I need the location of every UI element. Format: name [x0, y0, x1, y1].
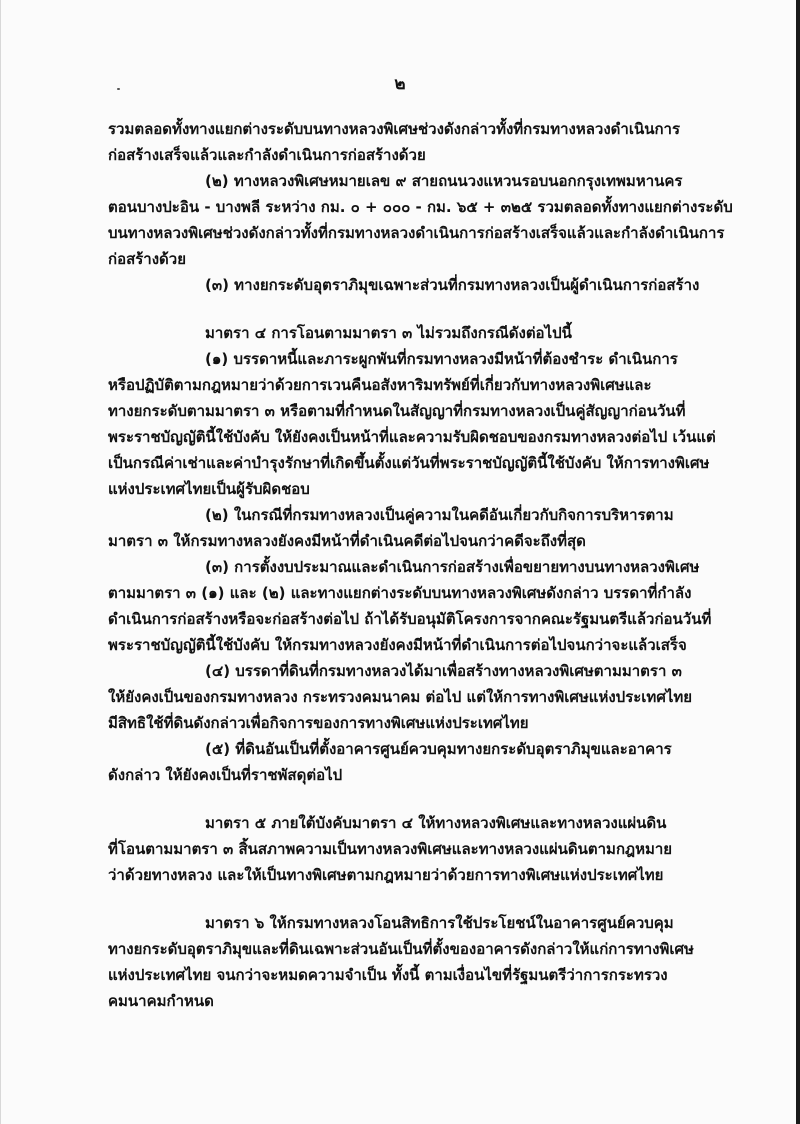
text-line: แห่งประเทศไทยเป็นผู้รับผิดชอบ — [108, 480, 310, 498]
section-heading-5: มาตรา ๕ ภายใต้บังคับมาตรา ๔ ให้ทางหลวงพิเศษและทางหลวงแผ่นดิน — [205, 814, 667, 832]
text-line: ทางยกระดับตามมาตรา ๓ หรือตามที่กำหนดในสัญญาที่กรมทางหลวงเป็นคู่สัญญาก่อนวันที่ — [108, 402, 686, 420]
text-line: ให้ยังคงเป็นของกรมทางหลวง กระทรวงคมนาคม ต่อไป แต่ให้การทางพิเศษแห่งประเทศไทย — [108, 688, 693, 706]
text-line: คมนาคมกำหนด — [108, 992, 214, 1010]
text-line: ที่โอนตามมาตรา ๓ สิ้นสภาพความเป็นทางหลวงพิเศษและทางหลวงแผ่นดินตามกฎหมาย — [108, 840, 673, 858]
text-line: (๒) ในกรณีที่กรมทางหลวงเป็นคู่ความในคดีอันเกี่ยวกับกิจการบริหารตาม — [205, 506, 674, 524]
text-line: (๓) การตั้งงบประมาณและดำเนินการก่อสร้างเพื่อขยายทางบนทางหลวงพิเศษ — [205, 558, 700, 576]
text-line: หรือปฏิบัติตามกฎหมายว่าด้วยการเวนคืนอสังหาริมทรัพย์ที่เกี่ยวกับทางหลวงพิเศษและ — [108, 376, 652, 394]
text-line: (๕) ที่ดินอันเป็นที่ตั้งอาคารศูนย์ควบคุมทางยกระดับอุตราภิมุขและอาคาร — [205, 740, 672, 758]
text-line: มีสิทธิใช้ที่ดินดังกล่าวเพื่อกิจการของการทางพิเศษแห่งประเทศไทย — [108, 714, 529, 732]
text-line: (๔) บรรดาที่ดินที่กรมทางหลวงได้มาเพื่อสร้างทางหลวงพิเศษตามมาตรา ๓ — [205, 662, 682, 680]
scan-edge-left — [0, 0, 1, 1124]
text-line: ดำเนินการก่อสร้างหรือจะก่อสร้างต่อไป ถ้าได้รับอนุมัติโครงการจากคณะรัฐมนตรีแล้วก่อนวันที่ — [108, 610, 712, 628]
text-line: พระราชบัญญัตินี้ใช้บังคับ ให้ยังคงเป็นหน้าที่และความรับผิดชอบของกรมทางหลวงต่อไป เว้นแต่ — [108, 428, 716, 446]
text-line: ก่อสร้างเสร็จแล้วและกำลังดำเนินการก่อสร้างด้วย — [108, 146, 426, 164]
text-line: มาตรา ๓ ให้กรมทางหลวงยังคงมีหน้าที่ดำเนินคดีต่อไปจนกว่าคดีจะถึงที่สุด — [108, 532, 586, 550]
text-line: (๓) ทางยกระดับอุตราภิมุขเฉพาะส่วนที่กรมทางหลวงเป็นผู้ดำเนินการก่อสร้าง — [205, 276, 700, 294]
scan-edge-right — [796, 0, 800, 1124]
text-line: แห่งประเทศไทย จนกว่าจะหมดความจำเป็น ทั้งนี้ ตามเงื่อนไขที่รัฐมนตรีว่าการกระทรวง — [108, 966, 668, 984]
section-heading-4: มาตรา ๔ การโอนตามมาตรา ๓ ไม่รวมถึงกรณีดังต่อไปนี้ — [205, 324, 572, 342]
text-line: พระราชบัญญัตินี้ใช้บังคับ ให้กรมทางหลวงยังคงมีหน้าที่ดำเนินการต่อไปจนกว่าจะแล้วเสร็จ — [108, 636, 687, 654]
text-line: รวมตลอดทั้งทางแยกต่างระดับบนทางหลวงพิเศษช่วงดังกล่าวทั้งที่กรมทางหลวงดำเนินการ — [108, 120, 681, 138]
text-line: ดังกล่าว ให้ยังคงเป็นที่ราชพัสดุต่อไป — [108, 766, 343, 784]
text-line: เป็นกรณีค่าเช่าและค่าบำรุงรักษาที่เกิดขึ้นตั้งแต่วันที่พระราชบัญญัตินี้ใช้บังคับ ให้การทางพิเศษ — [108, 454, 710, 472]
text-line: ก่อสร้างด้วย — [108, 250, 187, 268]
text-line: ว่าด้วยทางหลวง และให้เป็นทางพิเศษตามกฎหมายว่าด้วยการทางพิเศษแห่งประเทศไทย — [108, 866, 664, 884]
text-line: บนทางหลวงพิเศษช่วงดังกล่าวทั้งที่กรมทางหลวงดำเนินการก่อสร้างเสร็จแล้วและกำลังดำเนินการ — [108, 224, 725, 242]
section-heading-6: มาตรา ๖ ให้กรมทางหลวงโอนสิทธิการใช้ประโยชน์ในอาคารศูนย์ควบคุม — [205, 914, 674, 932]
text-line: (๒) ทางหลวงพิเศษหมายเลข ๙ สายถนนวงแหวนรอบนอกกรุงเทพมหานคร — [205, 172, 683, 190]
page-number: ๒ — [394, 74, 406, 94]
text-line: (๑) บรรดาหนี้และภาระผูกพันที่กรมทางหลวงมีหน้าที่ต้องชำระ ดำเนินการ — [205, 350, 678, 368]
text-line: ตามมาตรา ๓ (๑) และ (๒) และทางแยกต่างระดับบนทางหลวงพิเศษดังกล่าว บรรดาที่กำลัง — [108, 584, 692, 602]
text-line: ตอนบางปะอิน - บางพลี ระหว่าง กม. ๐ + ๐๐๐ - กม. ๖๕ + ๓๒๕ รวมตลอดทั้งทางแยกต่างระดับ — [108, 198, 733, 216]
text-line: ทางยกระดับอุตราภิมุขและที่ดินเฉพาะส่วนอันเป็นที่ตั้งของอาคารดังกล่าวให้แก่การทางพิเศษ — [108, 940, 694, 958]
